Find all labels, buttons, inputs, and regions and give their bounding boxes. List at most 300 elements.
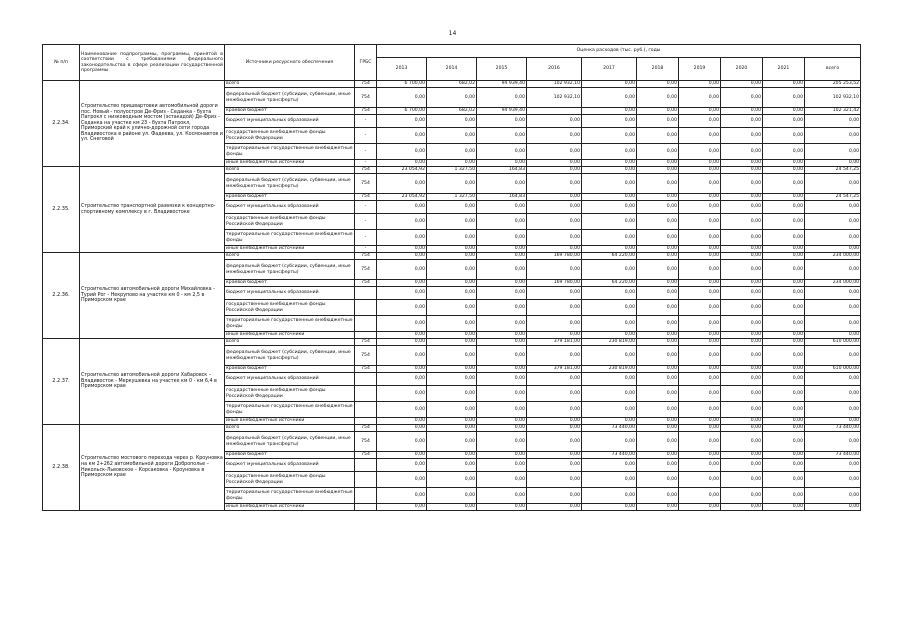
table-row xyxy=(43,425,861,432)
grbs-code xyxy=(355,386,377,402)
amount-cell: 0,00 xyxy=(721,174,763,194)
amount-cell: 610 000,00 xyxy=(805,366,861,373)
amount-cell: 64 220,00 xyxy=(582,280,637,287)
amount-cell: 0,00 xyxy=(377,260,427,280)
amount-cell: 0,00 xyxy=(763,332,805,339)
amount-cell: 0,00 xyxy=(763,504,805,511)
amount-cell: 0,00 xyxy=(582,373,637,386)
amount-cell: 0,00 xyxy=(679,115,721,128)
amount-cell: 0,00 xyxy=(763,230,805,246)
amount-cell: 0,00 xyxy=(763,214,805,230)
amount-cell: 0,00 xyxy=(763,201,805,214)
amount-cell: 0,00 xyxy=(763,287,805,300)
item-code: 2.2.34. xyxy=(43,81,80,167)
funding-source: краевой бюджет xyxy=(225,452,355,459)
amount-cell: 0,00 xyxy=(477,174,527,194)
amount-cell: 102 932,10 xyxy=(805,88,861,108)
grbs-code: - xyxy=(355,160,377,167)
amount-cell: 0,00 xyxy=(763,194,805,201)
amount-cell: 0,00 xyxy=(477,488,527,504)
funding-source: бюджет муниципальных образований xyxy=(225,115,355,128)
amount-cell: 0,00 xyxy=(721,230,763,246)
amount-cell: 73 440,00 xyxy=(805,425,861,432)
funding-source: федеральный бюджет (субсидии, субвенции, иные межбюджетные трансферты) xyxy=(225,174,355,194)
grbs-code: 754 xyxy=(355,366,377,373)
amount-cell: 0,00 xyxy=(637,339,679,346)
amount-cell: 0,00 xyxy=(721,386,763,402)
amount-cell: 0,00 xyxy=(721,316,763,332)
grbs-code: 754 xyxy=(355,167,377,174)
amount-cell: 0,00 xyxy=(721,504,763,511)
amount-cell: 0,00 xyxy=(805,128,861,144)
amount-cell: 0,00 xyxy=(427,386,477,402)
amount-cell: 0,00 xyxy=(721,459,763,472)
amount-cell: 0,00 xyxy=(805,488,861,504)
amount-cell: 0,00 xyxy=(377,201,427,214)
item-name: Строительство автомобильной дороги Михайловка - Турий Рог - Некрупово на участке км 0 - км 2,5 в Приморском крае xyxy=(80,253,225,339)
amount-cell: 0,00 xyxy=(805,373,861,386)
amount-cell: 0,00 xyxy=(637,167,679,174)
amount-cell: 0,00 xyxy=(721,108,763,115)
amount-cell: 0,00 xyxy=(427,332,477,339)
amount-cell: 0,00 xyxy=(527,452,582,459)
amount-cell: 0,00 xyxy=(763,260,805,280)
amount-cell: 0,00 xyxy=(679,459,721,472)
amount-cell: 0,00 xyxy=(477,214,527,230)
amount-cell: 0,00 xyxy=(679,194,721,201)
amount-cell: 0,00 xyxy=(805,201,861,214)
amount-cell: 0,00 xyxy=(377,316,427,332)
funding-source: федеральный бюджет (субсидии, субвенции, иные межбюджетные трансферты) xyxy=(225,432,355,452)
amount-cell: 0,00 xyxy=(527,425,582,432)
item-code: 2.2.36. xyxy=(43,253,80,339)
amount-cell: 0,00 xyxy=(377,230,427,246)
amount-cell: 234 000,00 xyxy=(805,280,861,287)
amount-cell: 0,00 xyxy=(427,128,477,144)
funding-source: всего xyxy=(225,425,355,432)
amount-cell: 0,00 xyxy=(582,88,637,108)
amount-cell: 0,00 xyxy=(527,316,582,332)
amount-cell: 0,00 xyxy=(679,160,721,167)
amount-cell: 0,00 xyxy=(679,174,721,194)
grbs-code xyxy=(355,316,377,332)
amount-cell: 0,00 xyxy=(721,88,763,108)
amount-cell: 0,00 xyxy=(427,346,477,366)
funding-source: бюджет муниципальных образований xyxy=(225,459,355,472)
funding-source: иные внебюджетные источники xyxy=(225,246,355,253)
item-code: 2.2.37. xyxy=(43,339,80,425)
item-name: Строительство мостового перехода через р. Кроуновка на км 2+262 автомобильной дороги Доброполье – Никольск-Львовское – Корсаковка - Кроуновка в Приморском крае xyxy=(80,425,225,511)
amount-cell: 0,00 xyxy=(721,300,763,316)
table-row xyxy=(43,167,861,174)
amount-cell: 0,00 xyxy=(763,386,805,402)
funding-source: государственные внебюджетные фонды Российской Федерации xyxy=(225,128,355,144)
amount-cell: 0,00 xyxy=(763,488,805,504)
funding-source: всего xyxy=(225,167,355,174)
amount-cell: 0,00 xyxy=(637,459,679,472)
amount-cell: 0,00 xyxy=(527,128,582,144)
table-row xyxy=(43,81,861,88)
amount-cell: 682,02 xyxy=(427,81,477,88)
funding-source: иные внебюджетные источники xyxy=(225,332,355,339)
amount-cell: 0,00 xyxy=(427,253,477,260)
amount-cell: 0,00 xyxy=(679,81,721,88)
grbs-code: 754 xyxy=(355,108,377,115)
amount-cell: 0,00 xyxy=(805,418,861,425)
amount-cell: 0,00 xyxy=(637,316,679,332)
grbs-code xyxy=(355,488,377,504)
amount-cell: 0,00 xyxy=(477,432,527,452)
amount-cell: 0,00 xyxy=(679,504,721,511)
item-name: Строительство автомобильной дороги Хабаровск – Владивосток - Меркушевка на участке км 0 - км 6,4 в Приморском крае xyxy=(80,339,225,425)
header-year: 2015 xyxy=(477,58,527,81)
grbs-code: - xyxy=(355,214,377,230)
amount-cell: 0,00 xyxy=(721,287,763,300)
amount-cell: 6 700,00 xyxy=(377,81,427,88)
amount-cell: 0,00 xyxy=(637,230,679,246)
amount-cell: 0,00 xyxy=(721,425,763,432)
amount-cell: 0,00 xyxy=(679,432,721,452)
amount-cell: 0,00 xyxy=(582,332,637,339)
amount-cell: 0,00 xyxy=(427,201,477,214)
amount-cell: 0,00 xyxy=(527,488,582,504)
amount-cell: 0,00 xyxy=(527,230,582,246)
amount-cell: 0,00 xyxy=(721,339,763,346)
amount-cell: 0,00 xyxy=(427,472,477,488)
funding-source: государственные внебюджетные фонды Российской Федерации xyxy=(225,214,355,230)
amount-cell: 0,00 xyxy=(427,300,477,316)
grbs-code: 754 xyxy=(355,260,377,280)
amount-cell: 0,00 xyxy=(582,246,637,253)
amount-cell: 0,00 xyxy=(377,339,427,346)
amount-cell: 0,00 xyxy=(679,144,721,160)
funding-source: бюджет муниципальных образований xyxy=(225,201,355,214)
amount-cell: 0,00 xyxy=(427,174,477,194)
amount-cell: 94 939,40 xyxy=(477,108,527,115)
amount-cell: 0,00 xyxy=(763,300,805,316)
amount-cell: 0,00 xyxy=(805,459,861,472)
amount-cell: 0,00 xyxy=(679,316,721,332)
amount-cell: 0,00 xyxy=(527,346,582,366)
amount-cell: 0,00 xyxy=(721,402,763,418)
header-year: всего xyxy=(805,58,861,81)
amount-cell: 0,00 xyxy=(721,280,763,287)
amount-cell: 0,00 xyxy=(527,418,582,425)
amount-cell: 0,00 xyxy=(679,332,721,339)
amount-cell: 0,00 xyxy=(679,128,721,144)
amount-cell: 0,00 xyxy=(377,504,427,511)
amount-cell: 0,00 xyxy=(637,488,679,504)
amount-cell: 0,00 xyxy=(477,230,527,246)
amount-cell: 0,00 xyxy=(377,402,427,418)
amount-cell: 0,00 xyxy=(679,418,721,425)
amount-cell: 0,00 xyxy=(582,128,637,144)
amount-cell: 0,00 xyxy=(527,201,582,214)
amount-cell: 0,00 xyxy=(477,280,527,287)
funding-source: всего xyxy=(225,339,355,346)
funding-source: бюджет муниципальных образований xyxy=(225,373,355,386)
amount-cell: 0,00 xyxy=(637,194,679,201)
grbs-code: 754 xyxy=(355,194,377,201)
funding-source: территориальные государственные внебюджетные фонды xyxy=(225,316,355,332)
amount-cell: 0,00 xyxy=(721,81,763,88)
grbs-code: - xyxy=(355,201,377,214)
amount-cell: 0,00 xyxy=(637,452,679,459)
grbs-code: 754 xyxy=(355,432,377,452)
grbs-code xyxy=(355,332,377,339)
amount-cell: 0,00 xyxy=(582,287,637,300)
amount-cell: 0,00 xyxy=(377,346,427,366)
amount-cell: 0,00 xyxy=(637,366,679,373)
funding-source: иные внебюджетные источники xyxy=(225,504,355,511)
amount-cell: 0,00 xyxy=(582,144,637,160)
amount-cell: 234 000,00 xyxy=(805,253,861,260)
amount-cell: 0,00 xyxy=(582,432,637,452)
amount-cell: 0,00 xyxy=(721,332,763,339)
expenditure-table xyxy=(42,44,861,511)
amount-cell: 0,00 xyxy=(637,280,679,287)
amount-cell: 0,00 xyxy=(427,459,477,472)
amount-cell: 0,00 xyxy=(805,346,861,366)
amount-cell: 24 547,25 xyxy=(805,167,861,174)
amount-cell: 0,00 xyxy=(637,201,679,214)
funding-source: государственные внебюджетные фонды Российской Федерации xyxy=(225,300,355,316)
amount-cell: 0,00 xyxy=(527,115,582,128)
amount-cell: 0,00 xyxy=(805,300,861,316)
amount-cell: 0,00 xyxy=(427,339,477,346)
amount-cell: 0,00 xyxy=(477,332,527,339)
amount-cell: 0,00 xyxy=(679,260,721,280)
amount-cell: 0,00 xyxy=(427,366,477,373)
amount-cell: 0,00 xyxy=(527,386,582,402)
amount-cell: 0,00 xyxy=(721,366,763,373)
header-year: 2021 xyxy=(763,58,805,81)
amount-cell: 0,00 xyxy=(527,373,582,386)
amount-cell: 0,00 xyxy=(721,194,763,201)
funding-source: всего xyxy=(225,81,355,88)
item-name: Строительство транспортной развязки к концертно- спортивному комплексу в г. Владивостоке xyxy=(80,167,225,253)
amount-cell: 0,00 xyxy=(721,128,763,144)
header-year: 2018 xyxy=(637,58,679,81)
amount-cell: 0,00 xyxy=(763,459,805,472)
amount-cell: 0,00 xyxy=(582,386,637,402)
amount-cell: 0,00 xyxy=(477,144,527,160)
amount-cell: 0,00 xyxy=(721,246,763,253)
amount-cell: 0,00 xyxy=(805,332,861,339)
amount-cell: 0,00 xyxy=(477,260,527,280)
amount-cell: 0,00 xyxy=(527,287,582,300)
grbs-code xyxy=(355,504,377,511)
amount-cell: 0,00 xyxy=(637,81,679,88)
grbs-code: 754 xyxy=(355,88,377,108)
amount-cell: 164,83 xyxy=(477,194,527,201)
amount-cell: 0,00 xyxy=(477,201,527,214)
amount-cell: 0,00 xyxy=(763,167,805,174)
amount-cell: 0,00 xyxy=(763,144,805,160)
amount-cell: 0,00 xyxy=(582,108,637,115)
header-year: 2019 xyxy=(679,58,721,81)
amount-cell: 0,00 xyxy=(527,144,582,160)
amount-cell: 0,00 xyxy=(763,128,805,144)
amount-cell: 0,00 xyxy=(377,459,427,472)
amount-cell: 0,00 xyxy=(637,402,679,418)
amount-cell: 0,00 xyxy=(805,144,861,160)
amount-cell: 0,00 xyxy=(377,425,427,432)
amount-cell: 0,00 xyxy=(477,386,527,402)
amount-cell: 0,00 xyxy=(637,425,679,432)
amount-cell: 102 321,42 xyxy=(805,108,861,115)
amount-cell: 0,00 xyxy=(805,316,861,332)
header-name: Наименование подпрограммы, программы, принятой в соответствии с требованиями федерального законодательства в сфере реализации государственной программы xyxy=(80,45,225,81)
amount-cell: 0,00 xyxy=(477,115,527,128)
header-year: 2017 xyxy=(582,58,637,81)
amount-cell: 0,00 xyxy=(637,246,679,253)
amount-cell: 0,00 xyxy=(679,452,721,459)
amount-cell: 0,00 xyxy=(527,174,582,194)
amount-cell: 0,00 xyxy=(377,144,427,160)
amount-cell: 0,00 xyxy=(582,81,637,88)
amount-cell: 0,00 xyxy=(637,287,679,300)
amount-cell: 0,00 xyxy=(637,214,679,230)
amount-cell: 0,00 xyxy=(427,88,477,108)
amount-cell: 102 932,10 xyxy=(527,81,582,88)
amount-cell: 0,00 xyxy=(637,386,679,402)
funding-source: государственные внебюджетные фонды Российской Федерации xyxy=(225,386,355,402)
amount-cell: 0,00 xyxy=(377,280,427,287)
page-number: 14 xyxy=(448,30,457,37)
amount-cell: 0,00 xyxy=(805,230,861,246)
amount-cell: 0,00 xyxy=(679,287,721,300)
amount-cell: 0,00 xyxy=(763,174,805,194)
item-code: 2.2.38. xyxy=(43,425,80,511)
grbs-code: - xyxy=(355,115,377,128)
amount-cell: 0,00 xyxy=(721,115,763,128)
amount-cell: 94 939,40 xyxy=(477,81,527,88)
amount-cell: 0,00 xyxy=(721,160,763,167)
amount-cell: 0,00 xyxy=(582,115,637,128)
amount-cell: 0,00 xyxy=(679,253,721,260)
amount-cell: 0,00 xyxy=(679,214,721,230)
amount-cell: 0,00 xyxy=(427,504,477,511)
amount-cell: 0,00 xyxy=(377,160,427,167)
grbs-code: 754 xyxy=(355,253,377,260)
amount-cell: 0,00 xyxy=(377,287,427,300)
amount-cell: 0,00 xyxy=(763,402,805,418)
amount-cell: 0,00 xyxy=(527,504,582,511)
grbs-code: - xyxy=(355,246,377,253)
amount-cell: 23 054,92 xyxy=(377,194,427,201)
amount-cell: 0,00 xyxy=(637,144,679,160)
amount-cell: 0,00 xyxy=(763,425,805,432)
amount-cell: 0,00 xyxy=(763,316,805,332)
amount-cell: 0,00 xyxy=(527,167,582,174)
amount-cell: 0,00 xyxy=(582,459,637,472)
grbs-code: - xyxy=(355,144,377,160)
amount-cell: 6 700,00 xyxy=(377,108,427,115)
amount-cell: 73 440,00 xyxy=(582,452,637,459)
amount-cell: 0,00 xyxy=(637,160,679,167)
funding-source: территориальные государственные внебюджетные фонды xyxy=(225,488,355,504)
amount-cell: 0,00 xyxy=(763,366,805,373)
amount-cell: 0,00 xyxy=(477,459,527,472)
amount-cell: 0,00 xyxy=(637,472,679,488)
amount-cell: 0,00 xyxy=(763,339,805,346)
amount-cell: 0,00 xyxy=(377,366,427,373)
amount-cell: 0,00 xyxy=(477,418,527,425)
amount-cell: 0,00 xyxy=(527,260,582,280)
amount-cell: 0,00 xyxy=(427,144,477,160)
amount-cell: 0,00 xyxy=(427,230,477,246)
amount-cell: 0,00 xyxy=(377,418,427,425)
amount-cell: 0,00 xyxy=(377,332,427,339)
amount-cell: 0,00 xyxy=(477,128,527,144)
funding-source: территориальные государственные внебюджетные фонды xyxy=(225,144,355,160)
amount-cell: 0,00 xyxy=(377,472,427,488)
amount-cell: 0,00 xyxy=(637,260,679,280)
amount-cell: 0,00 xyxy=(637,346,679,366)
amount-cell: 0,00 xyxy=(527,160,582,167)
funding-source: федеральный бюджет (субсидии, субвенции, иные межбюджетные трансферты) xyxy=(225,260,355,280)
amount-cell: 0,00 xyxy=(805,472,861,488)
amount-cell: 610 000,00 xyxy=(805,339,861,346)
amount-cell: 0,00 xyxy=(477,366,527,373)
amount-cell: 0,00 xyxy=(582,214,637,230)
amount-cell: 0,00 xyxy=(427,160,477,167)
amount-cell: 0,00 xyxy=(805,160,861,167)
amount-cell: 0,00 xyxy=(477,246,527,253)
amount-cell: 0,00 xyxy=(763,346,805,366)
amount-cell: 0,00 xyxy=(427,425,477,432)
amount-cell: 0,00 xyxy=(637,504,679,511)
grbs-code xyxy=(355,287,377,300)
amount-cell: 0,00 xyxy=(721,346,763,366)
amount-cell: 0,00 xyxy=(477,346,527,366)
item-name: Строительство пришвартовки автомобильной дороги пос. Новый - полуостров Де-Фриз - Седанка - бухта Патрокл с низководным мостом (эстакадой) Де-Фриз - Седанка на участке км 23 - бухта Патрокл, Приморский край к улично-дорожной сети города Владивостока в районе ул. Фадеева, ул. Космонавтов и ул. Снеговой xyxy=(80,81,225,167)
amount-cell: 0,00 xyxy=(763,246,805,253)
amount-cell: 379 181,00 xyxy=(527,366,582,373)
header-year: 2020 xyxy=(721,58,763,81)
amount-cell: 0,00 xyxy=(679,280,721,287)
amount-cell: 0,00 xyxy=(763,432,805,452)
funding-source: всего xyxy=(225,253,355,260)
amount-cell: 169 780,00 xyxy=(527,253,582,260)
amount-cell: 0,00 xyxy=(527,332,582,339)
amount-cell: 0,00 xyxy=(582,402,637,418)
amount-cell: 0,00 xyxy=(763,253,805,260)
grbs-code xyxy=(355,373,377,386)
grbs-code: 754 xyxy=(355,280,377,287)
amount-cell: 0,00 xyxy=(582,194,637,201)
amount-cell: 0,00 xyxy=(763,115,805,128)
amount-cell: 0,00 xyxy=(427,432,477,452)
amount-cell: 0,00 xyxy=(377,115,427,128)
amount-cell: 379 181,00 xyxy=(527,339,582,346)
grbs-code xyxy=(355,418,377,425)
grbs-code: 754 xyxy=(355,425,377,432)
header-no: № п/п xyxy=(43,45,80,81)
amount-cell: 0,00 xyxy=(805,115,861,128)
funding-source: территориальные государственные внебюджетные фонды xyxy=(225,230,355,246)
amount-cell: 0,00 xyxy=(763,160,805,167)
amount-cell: 24 547,25 xyxy=(805,194,861,201)
funding-source: краевой бюджет xyxy=(225,366,355,373)
amount-cell: 0,00 xyxy=(763,472,805,488)
amount-cell: 0,00 xyxy=(582,472,637,488)
amount-cell: 230 819,00 xyxy=(582,366,637,373)
amount-cell: 0,00 xyxy=(637,88,679,108)
amount-cell: 0,00 xyxy=(427,452,477,459)
funding-source: федеральный бюджет (субсидии, субвенции, иные межбюджетные трансферты) xyxy=(225,346,355,366)
